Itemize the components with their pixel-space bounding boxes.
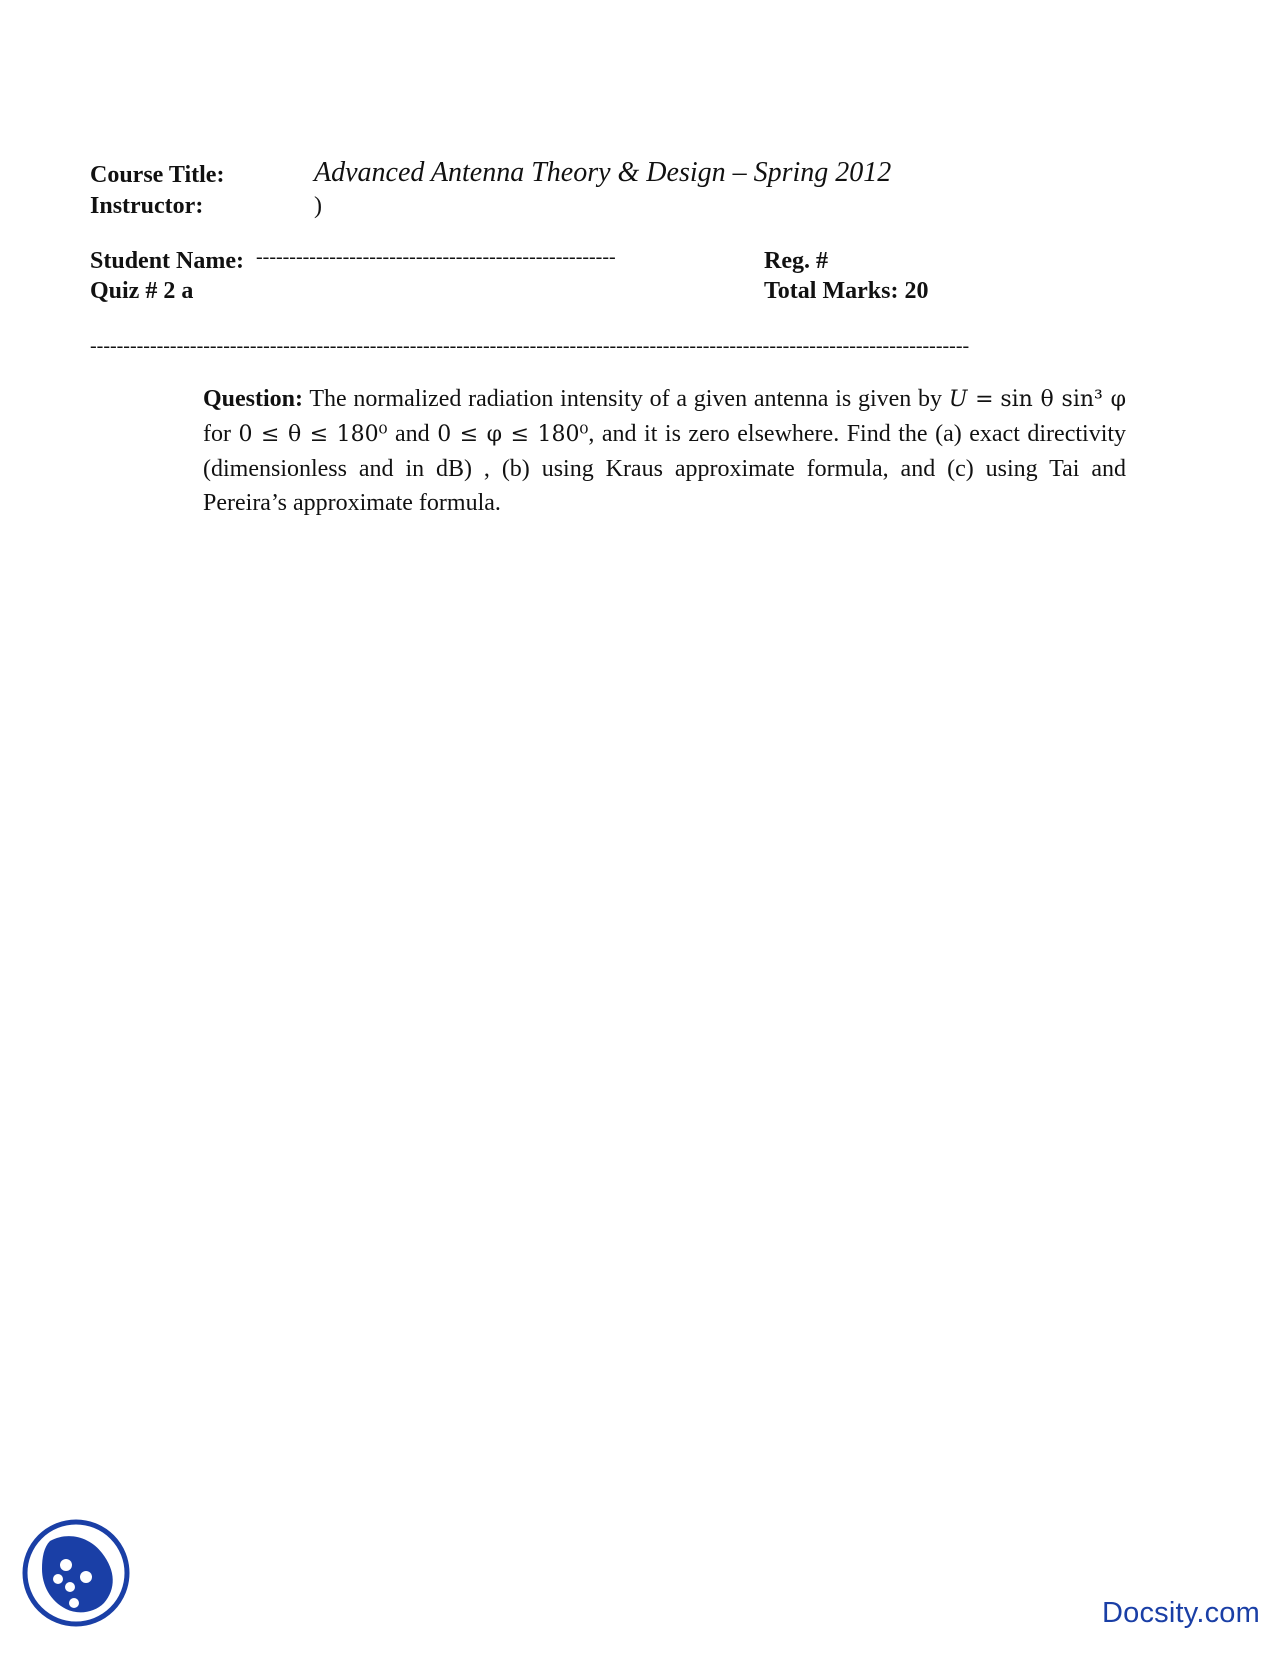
- question-text-3: and: [395, 421, 430, 447]
- student-name-label: Student Name:: [90, 248, 244, 274]
- total-marks-label: Total Marks: 20: [764, 278, 929, 304]
- quiz-label: Quiz # 2 a: [90, 278, 194, 304]
- docsity-brand-link[interactable]: Docsity.com: [1102, 1597, 1260, 1629]
- instructor-label: Instructor:: [90, 193, 204, 219]
- docsity-logo-icon[interactable]: [20, 1517, 132, 1629]
- question-label: Question:: [203, 386, 304, 412]
- course-title-value: Advanced Antenna Theory & Design – Spring 2012: [314, 157, 892, 188]
- instructor-value: ): [314, 193, 322, 219]
- section-divider: ------------------------------------------------------------------------------------------------------------------------------------: [90, 335, 970, 357]
- equation-u: U =: [948, 387, 994, 412]
- equation-phi-range: 0 ≤ φ ≤ 180⁰: [437, 422, 589, 447]
- student-name-line: ------------------------------------------------------: [256, 246, 616, 268]
- equation-theta-range: 0 ≤ θ ≤ 180⁰: [238, 422, 388, 447]
- question-text-4: , and it is zero elsewhere. Find the (a) exact directivity (dimensionless and in dB) , (b) using Kraus approximate formula, and (c) using Tai and Pereira’s approximate formula.: [203, 421, 1127, 516]
- question-text-2: for: [203, 421, 231, 447]
- course-title-label: Course Title:: [90, 162, 225, 188]
- question-text-1: The normalized radiation intensity of a given antenna is given by: [309, 386, 943, 412]
- reg-number-label: Reg. #: [764, 248, 828, 274]
- question-block: [203, 382, 1126, 520]
- equation-intensity: sin θ sin³ φ: [1000, 387, 1127, 412]
